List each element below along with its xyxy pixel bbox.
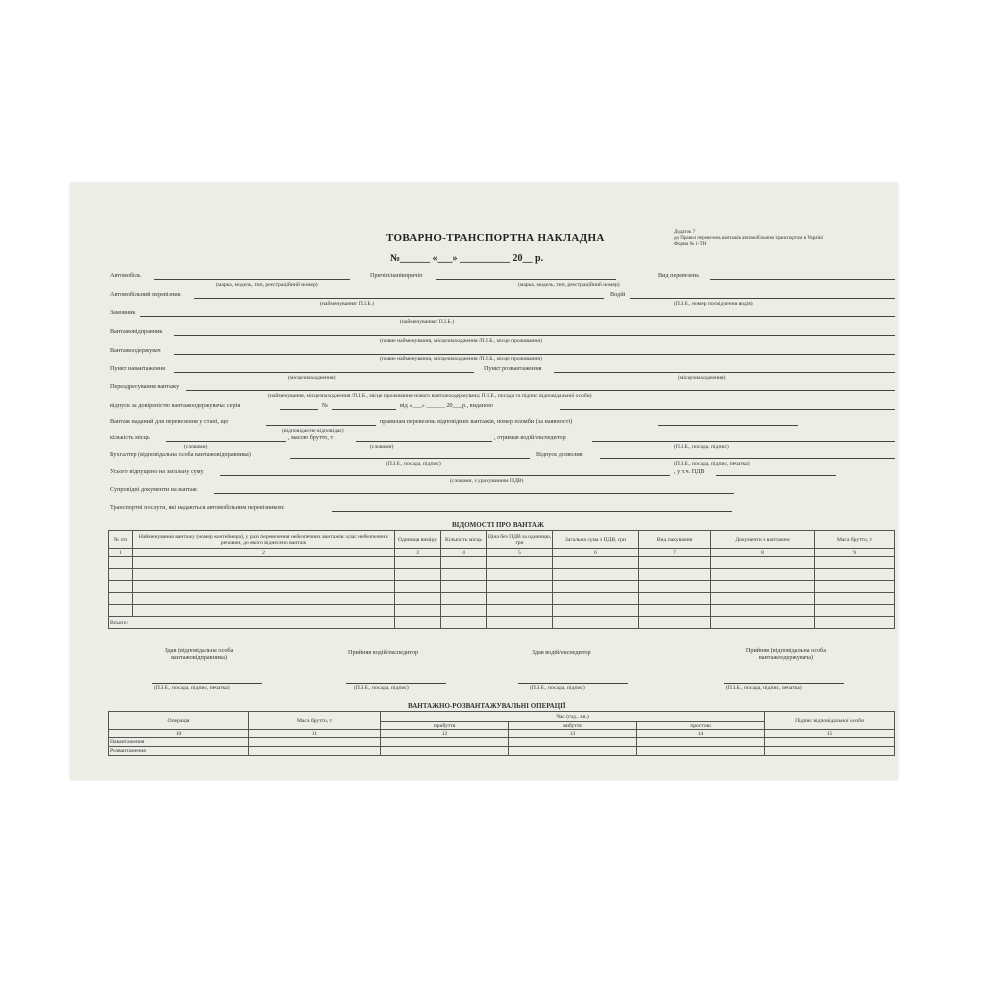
caption-pib-posada-pechatka: (П.І.Б., посада, підпис, печатка) — [674, 461, 750, 467]
field-stan-vantazhu[interactable] — [266, 425, 376, 426]
caption-naimenuvannia-pib-2: (найменування/ П.І.Б.) — [400, 319, 454, 325]
label-punkt-navantazhennia: Пункт навантаження — [110, 365, 165, 372]
cargo-col-number: 3 — [395, 549, 441, 557]
table-row[interactable] — [109, 738, 895, 747]
label-usoho: Усього відпущено на загальну суму — [110, 468, 204, 475]
label-otrymav-vodii: , отримав водій/експедитор — [494, 434, 566, 441]
sign-line-pryiniav-vodii[interactable] — [346, 683, 446, 684]
field-kilkist-mists[interactable] — [166, 441, 286, 442]
label-masoiu-brutto: , масою брутто, т — [288, 434, 334, 441]
label-suprovidni: Супровідні документи на вантаж — [110, 486, 197, 493]
caption-pereadresuvannia: (найменування, місцезнаходження /П.І.Б., місце проживання нового вантажоодержувача; П.І.Б., посада та підпис відповідальної особи) — [268, 393, 592, 399]
label-vodii: Водій — [610, 291, 626, 298]
form-note-line3: Форма № 1-ТН — [674, 242, 707, 247]
field-vantazhovidpravnyk[interactable] — [174, 335, 895, 336]
label-pereadresuvannia: Переадресування вантажу — [110, 383, 180, 390]
label-avtomobil: Автомобіль — [110, 272, 141, 279]
field-prychip[interactable] — [436, 279, 616, 280]
caption-marka-1: (марка, модель, тип, реєстраційний номер) — [216, 282, 318, 288]
label-vyd-perevezen: Вид перевезень — [658, 272, 700, 279]
form-note-line2: до Правил перевезень вантажів автомобільним транспортом в Україні — [674, 236, 823, 241]
cargo-col-number: 2 — [133, 549, 395, 557]
cargo-header: Ціна без ПДВ за одиницю, грн — [487, 531, 553, 549]
field-transportni[interactable] — [332, 511, 732, 512]
label-vantazhovidpravnyk: Вантажовідправник — [110, 328, 163, 335]
field-nomer-plomby[interactable] — [658, 425, 798, 426]
ops-header-prybuttia: прибуття — [381, 722, 509, 730]
cargo-col-number: 1 — [109, 549, 133, 557]
label-vantazh-nadanyi: Вантаж наданий для перевезення у стані, що — [110, 418, 229, 425]
table-row[interactable] — [109, 593, 895, 605]
ops-col-number: 12 — [381, 730, 509, 738]
cargo-col-number: 5 — [487, 549, 553, 557]
sign-label-pryiniav-vidpovidalna: Прийняв (відповідальна особа вантажоодержувача) — [745, 647, 827, 661]
label-avto-perevoznyk: Автомобільний перевізник — [110, 291, 181, 298]
cargo-header: № з/п — [109, 531, 133, 549]
ops-header-chas: Час (год., хв.) — [381, 712, 765, 722]
caption-pib-posada-2: (П.І.Б., посада, підпис) — [386, 461, 441, 467]
sign-label-zdav-vidpovidalna: Здав (відповідальна особа вантажовідправника) — [164, 647, 234, 661]
cargo-header: Вид пакування — [639, 531, 711, 549]
ops-header-masa: Маса брутто, т — [249, 712, 381, 730]
caption-povne-2: (повне найменування, місцезнаходження /П.І.Б., місце проживання) — [380, 356, 542, 362]
ops-section-title: ВАНТАЖНО-РОЗВАНТАЖУВАЛЬНІ ОПЕРАЦІЇ — [408, 702, 566, 710]
field-otrymav-vodii[interactable] — [592, 441, 895, 442]
page-title: ТОВАРНО-ТРАНСПОРТНА НАКЛАДНА — [386, 232, 605, 244]
table-row[interactable] — [109, 581, 895, 593]
field-vyd-perevezen[interactable] — [710, 279, 895, 280]
ops-row-label: Навантаження — [109, 738, 249, 747]
cargo-header-row — [109, 531, 895, 549]
field-masa-brutto[interactable] — [356, 441, 492, 442]
ops-col-number: 10 — [109, 730, 249, 738]
caption-pib-posada-1: (П.І.Б., посада, підпис) — [674, 444, 729, 450]
field-punkt-rozvantazhennia[interactable] — [554, 372, 895, 373]
field-usoho[interactable] — [220, 475, 670, 476]
cargo-col-number: 4 — [441, 549, 487, 557]
field-vantazhooderzhuvach[interactable] — [174, 354, 895, 355]
caption-marka-2: (марка, модель, тип, реєстраційний номер) — [518, 282, 620, 288]
label-bukhhalter: Бухгалтер (відповідальна особа вантажовідправника) — [110, 451, 251, 458]
form-note — [674, 230, 823, 248]
field-pereadresuvannia[interactable] — [186, 390, 895, 391]
label-vidpusk-no: № — [322, 402, 328, 409]
label-punkt-rozvantazhennia: Пункт розвантаження — [484, 365, 542, 372]
sign-caption-2: (П.І.Б., посада, підпис) — [354, 685, 409, 691]
form-note-line1: Додаток 7 — [674, 230, 696, 235]
label-vidpusk: відпуск за довіреністю вантажоодержувача: серія — [110, 402, 241, 409]
ops-col-number: 11 — [249, 730, 381, 738]
cargo-header: Кількість місць — [441, 531, 487, 549]
number-date-line: №______ «___» __________ 20__ р. — [390, 253, 544, 264]
sign-caption-4: (П.І.Б., посада, підпис, печатка) — [726, 685, 802, 691]
ops-header-pidpys: Підпис відповідальної особи — [765, 712, 895, 730]
cargo-header: Документи з вантажем — [711, 531, 815, 549]
ops-col-number: 15 — [765, 730, 895, 738]
cargo-header: Загальна сума з ПДВ, грн — [553, 531, 639, 549]
label-kilkist-mists: кількість місць — [110, 434, 150, 441]
label-u-t-ch-pdv: , у т.ч. ПДВ — [674, 468, 705, 475]
field-vidpusk-seriia[interactable] — [280, 409, 318, 410]
caption-povne-1: (повне найменування, місцезнаходження /П.І.Б., місце проживання) — [380, 338, 542, 344]
ops-header-vybuttia: вибуття — [509, 722, 637, 730]
cargo-col-number: 9 — [815, 549, 895, 557]
label-vidpusk-dozvolyv: Відпуск дозволив — [536, 451, 583, 458]
ops-header-operatsiia: Операція — [109, 712, 249, 730]
field-vidpusk-no[interactable] — [332, 409, 396, 410]
field-pdv[interactable] — [716, 475, 836, 476]
field-suprovidni[interactable] — [214, 493, 734, 494]
field-avto-perevoznyk[interactable] — [194, 298, 604, 299]
ops-header-prostoiu: простою — [637, 722, 765, 730]
label-prychip: Причіп/напівпричіп — [370, 272, 423, 279]
table-row[interactable] — [109, 747, 895, 756]
cargo-header: Маса брутто, т — [815, 531, 895, 549]
table-row[interactable] — [109, 605, 895, 617]
sign-caption-3: (П.І.Б., посада, підпис) — [530, 685, 585, 691]
field-vidpusk-dozvolyv[interactable] — [600, 458, 895, 459]
cargo-col-number: 6 — [553, 549, 639, 557]
cargo-section-title: ВІДОМОСТІ ПРО ВАНТАЖ — [452, 521, 544, 529]
label-vantazh-pryniato: правилам перевезень відповідних вантажів, номер пломби (за наявності) — [380, 418, 573, 425]
table-row[interactable] — [109, 557, 895, 569]
sign-line-zdav-vodii[interactable] — [518, 683, 628, 684]
ops-row-label: Розвантаження — [109, 747, 249, 756]
sign-caption-1: (П.І.Б., посада, підпис, печатка) — [154, 685, 230, 691]
label-vidpusk-vid: від «___» ______ 20___р., виданою — [400, 402, 493, 409]
cargo-number-row — [109, 549, 895, 557]
caption-mistsezn-1: (місцезнаходження) — [288, 375, 336, 381]
field-vidpusk-vydanoiu[interactable] — [560, 409, 895, 410]
caption-pib-vodii: (П.І.Б., номер посвідчення водія) — [674, 301, 753, 307]
label-transportni: Транспортні послуги, які надаються автомобільним перевізником: — [110, 504, 285, 511]
label-zamovnyk: Замовник — [110, 309, 136, 316]
cargo-total-row — [109, 617, 895, 629]
sign-label-pryiniav-vodii: Прийняв водій/експедитор — [348, 649, 419, 656]
field-vodii[interactable] — [630, 298, 895, 299]
sign-label-zdav-vodii: Здав водій/експедитор — [532, 649, 591, 656]
table-row[interactable] — [109, 569, 895, 581]
sign-line-zdav-vidpovidalna[interactable] — [152, 683, 262, 684]
ops-col-number: 14 — [637, 730, 765, 738]
caption-vidpovidaie: (відповідає/не відповідає) — [282, 428, 344, 434]
field-zamovnyk[interactable] — [140, 316, 895, 317]
caption-slovamy-pdv: (словами, з урахуванням ПДВ) — [450, 478, 524, 484]
cargo-total-label: Всього: — [109, 617, 395, 629]
caption-slovamy-2: (словами) — [370, 444, 394, 450]
caption-mistsezn-2: (місцезнаходження) — [678, 375, 726, 381]
label-vantazhooderzhuvach: Вантажоодержувач — [110, 347, 161, 354]
ops-header-row-1 — [109, 712, 895, 722]
field-avtomobil[interactable] — [154, 279, 350, 280]
caption-naimenuvannia-pib: (найменування/ П.І.Б.) — [320, 301, 374, 307]
caption-slovamy-1: (словами) — [184, 444, 208, 450]
ops-col-number: 13 — [509, 730, 637, 738]
cargo-header: Одиниця виміру — [395, 531, 441, 549]
cargo-header: Найменування вантажу (номер контейнера), у разі перевезення небезпечних вантажів: клас небезпечних речовин, до якого віднесено вантаж — [133, 531, 395, 549]
cargo-col-number: 7 — [639, 549, 711, 557]
field-punkt-navantazhennia[interactable] — [174, 372, 474, 373]
cargo-table — [108, 530, 895, 629]
waybill-form-sheet — [70, 183, 898, 780]
cargo-col-number: 8 — [711, 549, 815, 557]
ops-number-row — [109, 730, 895, 738]
ops-table — [108, 711, 895, 756]
field-bukhhalter[interactable] — [290, 458, 530, 459]
sign-line-pryiniav-vidpovidalna[interactable] — [724, 683, 844, 684]
